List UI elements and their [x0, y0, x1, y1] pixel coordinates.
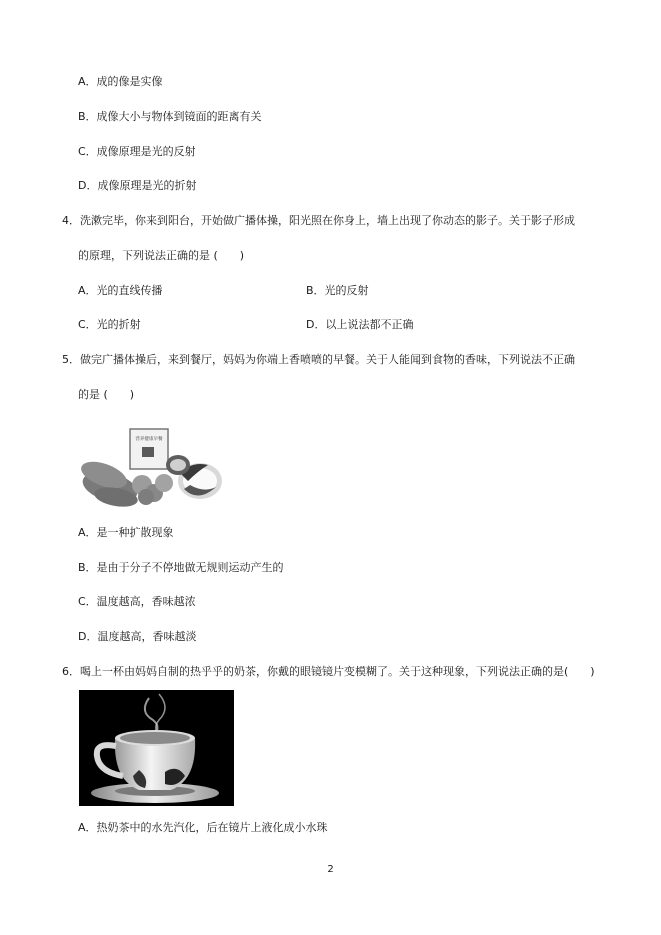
q4-stem-line2: 的原理，下列说法正确的是 ( ): [78, 249, 245, 262]
q3-option-a: A．成的像是实像: [78, 75, 163, 88]
q5-stem-line1: 5．做完广播体操后，来到餐厅，妈妈为你端上香喷喷的早餐。关于人能闻到食物的香味，下列说法不正确: [62, 353, 575, 366]
q4-option-d: D．以上说法都不正确: [306, 318, 414, 331]
breakfast-image: [80, 425, 225, 510]
q4-option-c: C．光的折射: [78, 318, 141, 331]
q6-option-a: A．热奶茶中的水先汽化，后在镜片上液化成小水珠: [78, 821, 328, 834]
breakfast-illustration: [80, 425, 225, 510]
milk-tea-image: [79, 690, 234, 806]
q5-option-d: D．温度越高，香味越淡: [78, 630, 197, 643]
q5-option-a: A．是一种扩散现象: [78, 526, 174, 539]
q5-option-b: B．是由于分子不停地做无规则运动产生的: [78, 561, 284, 574]
breakfast-box-label: 营养健康早餐: [135, 437, 163, 442]
q5-stem-line2: 的是 ( ): [78, 388, 135, 401]
q3-option-b: B．成像大小与物体到镜面的距离有关: [78, 110, 262, 123]
q5-option-c: C．温度越高，香味越浓: [78, 595, 196, 608]
q4-stem-line1: 4．洗漱完毕，你来到阳台，开始做广播体操，阳光照在你身上，墙上出现了你动态的影子。关于影子形成: [62, 214, 575, 227]
q3-option-d: D．成像原理是光的折射: [78, 179, 197, 192]
page-number: 2: [327, 864, 334, 875]
q6-stem-line1: 6．喝上一杯由妈妈自制的热乎乎的奶茶，你戴的眼镜镜片变模糊了。关于这种现象，下列说法正确的是( ): [62, 665, 595, 678]
q4-option-b: B．光的反射: [306, 284, 369, 297]
q3-option-c: C．成像原理是光的反射: [78, 145, 196, 158]
milk-tea-cup-illustration: [79, 690, 234, 806]
q4-option-a: A．光的直线传播: [78, 284, 163, 297]
